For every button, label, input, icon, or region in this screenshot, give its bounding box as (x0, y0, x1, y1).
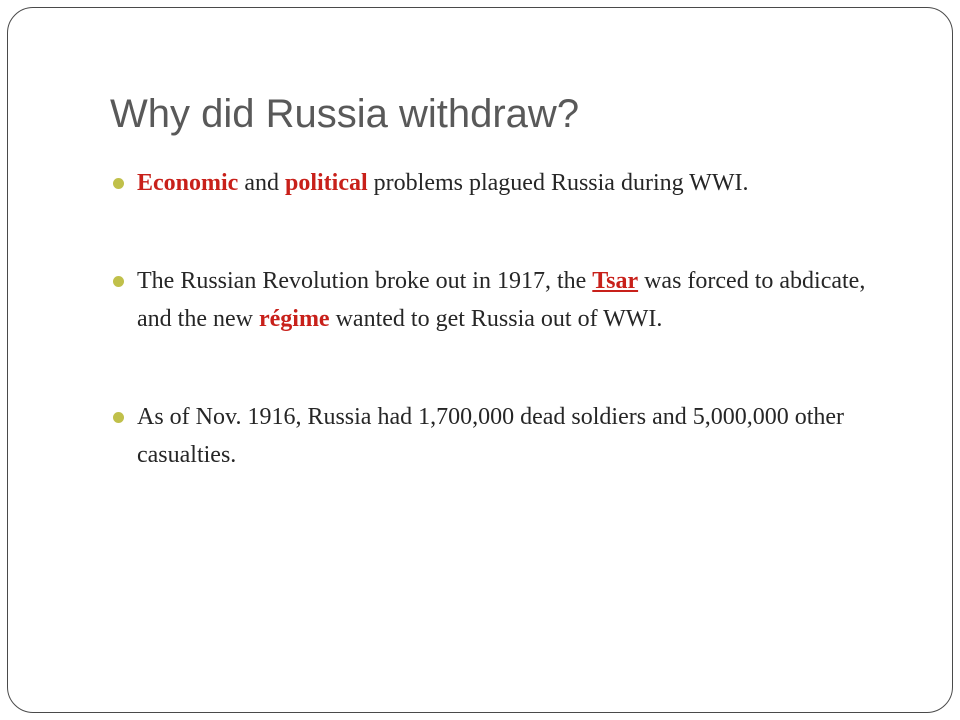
bullet-dot-icon (113, 178, 124, 189)
highlight-term: régime (258, 306, 330, 332)
bullet-list (113, 164, 873, 474)
highlight-link-tsar[interactable]: Tsar (592, 268, 639, 294)
bullet-text-segment: problems plagued Russia during WWI. (367, 170, 749, 196)
bullet-item (113, 262, 873, 338)
slide-title: Why did Russia withdraw? (110, 92, 580, 136)
bullet-text-segment: wanted to get Russia out of WWI. (329, 306, 663, 332)
bullet-dot-icon (113, 276, 124, 287)
bullet-text-segment: was forced to abdicate, and the new (137, 268, 866, 332)
highlight-term: political (284, 170, 368, 196)
bullet-text (137, 404, 844, 468)
bullet-dot-icon (113, 412, 124, 423)
bullet-item (113, 164, 873, 202)
slide (7, 7, 953, 713)
bullet-text-segment: The Russian Revolution broke out in 1917, the (137, 268, 593, 294)
bullet-text (137, 170, 748, 196)
bullet-item (113, 398, 873, 474)
highlight-term: Economic (137, 170, 239, 196)
bullet-text-segment: As of Nov. 1916, Russia had 1,700,000 dead soldiers and 5,000,000 other casualties. (137, 404, 845, 468)
bullet-text-segment: and (238, 170, 285, 196)
bullet-text (137, 268, 865, 332)
